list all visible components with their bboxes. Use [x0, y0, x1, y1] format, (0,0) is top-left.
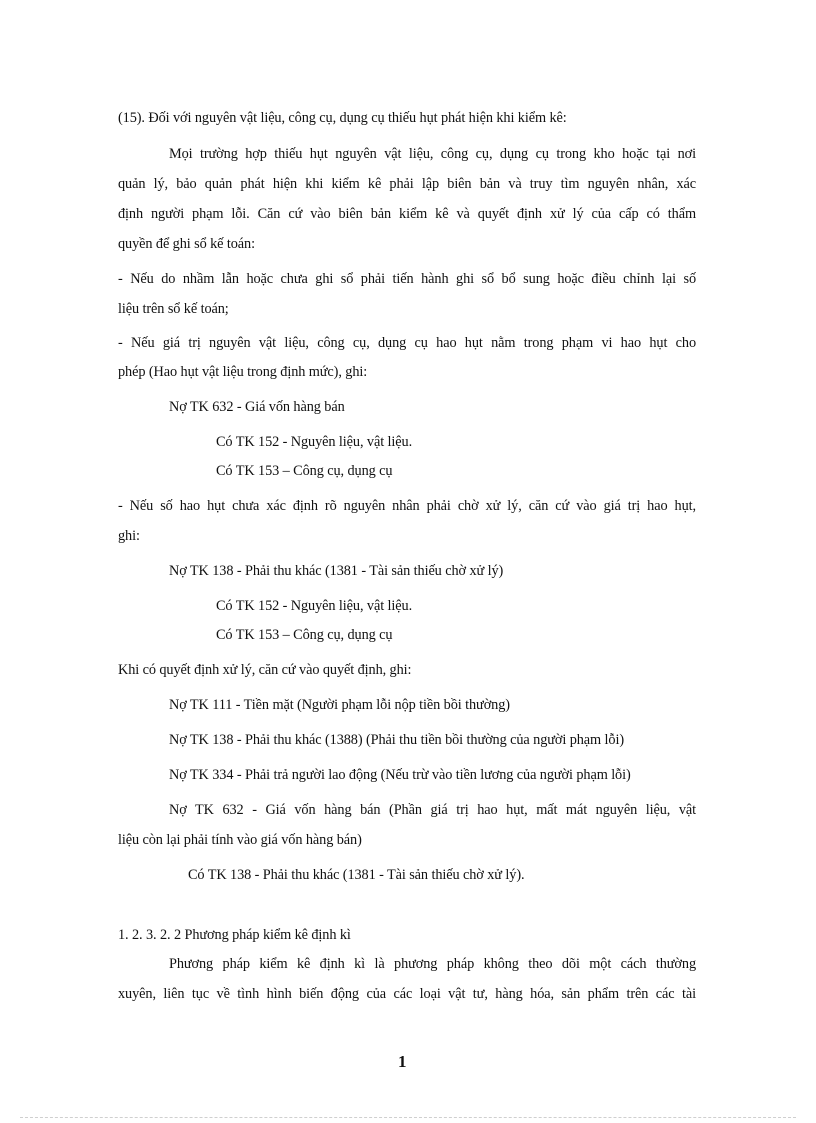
section-heading-15: (15). Đối với nguyên vật liệu, công cụ, dụng cụ thiếu hụt phát hiện khi kiểm kê: [118, 110, 567, 126]
bullet-line: - Nếu số hao hụt chưa xác định rõ nguyên nhân phải chờ xử lý, căn cứ vào giá trị hao hụt, [118, 498, 696, 514]
section-heading-1-2-3-2-2: 1. 2. 3. 2. 2 Phương pháp kiểm kê định kì [118, 927, 351, 943]
journal-debit-line: liệu còn lại phải tính vào giá vốn hàng bán) [118, 832, 362, 848]
bullet-line: phép (Hao hụt vật liệu trong định mức), ghi: [118, 364, 368, 380]
journal-credit-line: Có TK 153 – Công cụ, dụng cụ [216, 627, 393, 643]
journal-debit-line: Nợ TK 138 - Phải thu khác (1381 - Tài sản thiếu chờ xử lý) [169, 563, 504, 579]
journal-credit-line: Có TK 152 - Nguyên liệu, vật liệu. [216, 598, 413, 614]
paragraph-line: quyền để ghi sổ kế toán: [118, 236, 255, 252]
bullet-line: - Nếu do nhầm lẫn hoặc chưa ghi sổ phải tiến hành ghi sổ bổ sung hoặc điều chỉnh lại số [118, 271, 696, 287]
paragraph-line: Khi có quyết định xử lý, căn cứ vào quyết định, ghi: [118, 662, 412, 678]
journal-debit-line: Nợ TK 334 - Phải trả người lao động (Nếu trừ vào tiền lương của người phạm lỗi) [169, 767, 631, 783]
journal-debit-line: Nợ TK 632 - Giá vốn hàng bán [169, 399, 345, 415]
bullet-line: ghi: [118, 528, 140, 544]
journal-debit-line: Nợ TK 111 - Tiền mặt (Người phạm lỗi nộp tiền bồi thường) [169, 697, 510, 713]
journal-debit-line: Nợ TK 632 - Giá vốn hàng bán (Phần giá trị hao hụt, mất mát nguyên liệu, vật [169, 802, 696, 818]
paragraph-line: Mọi trường hợp thiếu hụt nguyên vật liệu, công cụ, dụng cụ trong kho hoặc tại nơi [169, 146, 696, 162]
bullet-line: - Nếu giá trị nguyên vật liệu, công cụ, dụng cụ hao hụt nằm trong phạm vi hao hụt cho [118, 335, 696, 351]
paragraph-line: xuyên, liên tục về tình hình biến động của các loại vật tư, hàng hóa, sản phẩm trên các tài [118, 986, 696, 1002]
paragraph-line: định người phạm lỗi. Căn cứ vào biên bản kiểm kê và quyết định xử lý của cấp có thẩm [118, 206, 696, 222]
bullet-line: liệu trên sổ kế toán; [118, 301, 229, 317]
journal-credit-line: Có TK 138 - Phải thu khác (1381 - Tài sản thiếu chờ xử lý). [188, 867, 525, 883]
journal-credit-line: Có TK 153 – Công cụ, dụng cụ [216, 463, 393, 479]
journal-debit-line: Nợ TK 138 - Phải thu khác (1388) (Phải thu tiền bồi thường của người phạm lỗi) [169, 732, 624, 748]
paragraph-line: Phương pháp kiểm kê định kì là phương pháp không theo dõi một cách thường [169, 956, 696, 972]
page-number: 1 [398, 1052, 407, 1071]
page-bottom-divider [20, 1117, 796, 1118]
paragraph-line: quản lý, bảo quản phát hiện khi kiểm kê phải lập biên bản và truy tìm nguyên nhân, xác [118, 176, 696, 192]
journal-credit-line: Có TK 152 - Nguyên liệu, vật liệu. [216, 434, 413, 450]
